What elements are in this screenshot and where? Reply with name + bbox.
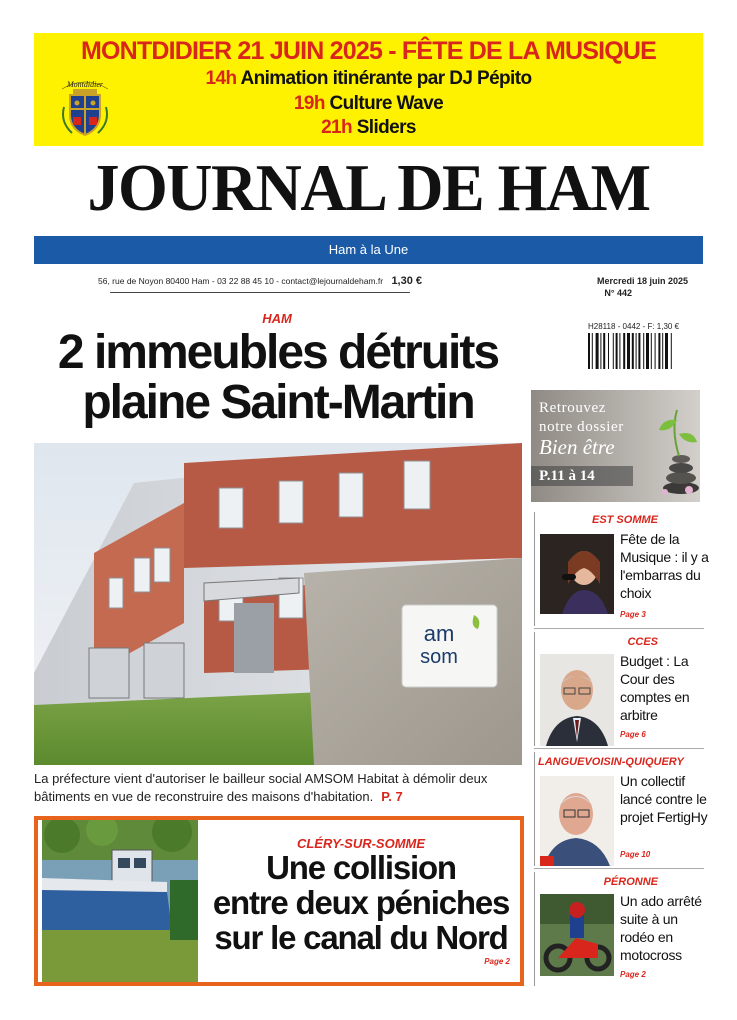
sidebar-page-ref[interactable]: Page 6 (620, 730, 646, 739)
barcode-bar (671, 333, 672, 369)
issue-number: N° 442 (604, 288, 632, 298)
official-portrait-photo (540, 654, 614, 746)
barcode-bar (651, 333, 652, 369)
banner-time-3: 21h (321, 117, 353, 138)
sidebar-item-est-somme[interactable] (534, 514, 709, 626)
barcode-bar (588, 333, 590, 369)
secondary-headline-line-3: sur le canal du Nord (214, 919, 508, 956)
svg-text:Montdidier: Montdidier (67, 80, 103, 89)
secondary-headline (198, 850, 524, 955)
secondary-story[interactable] (34, 816, 524, 986)
promo-line-3: Bien être (539, 435, 615, 459)
barcode-bar (608, 333, 609, 369)
lead-headline-line-2: plaine Saint-Martin (82, 376, 474, 429)
barcode-bar (662, 333, 663, 369)
lead-kicker: HAM (262, 311, 292, 326)
sidebar-item-cces[interactable] (534, 634, 704, 746)
sidebar-text: Budget : La Cour des comptes en arbitre (620, 653, 690, 723)
bien-etre-promo[interactable] (531, 390, 700, 502)
banner-title-event: FÊTE DE LA MUSIQUE (401, 37, 657, 65)
sidebar-text: Un ado arrêté suite à un rodéo en motocross (620, 893, 702, 963)
sidebar-kicker: PÉRONNE (603, 876, 658, 888)
tagline-band (34, 236, 703, 264)
lead-headline[interactable] (34, 328, 522, 428)
sidebar-divider (534, 748, 704, 749)
banner-text-2: Culture Wave (324, 93, 444, 114)
issue-date: Mercredi 18 juin 2025 (596, 276, 688, 286)
banner-time-1: 14h (205, 68, 237, 89)
barcode-bar (592, 333, 593, 369)
motocross-photo (540, 894, 614, 976)
barcode (588, 322, 700, 369)
singer-photo (540, 534, 614, 614)
barcode-bar (638, 333, 640, 369)
banner-text-1: Animation itinérante par DJ Pépito (236, 68, 532, 89)
sidebar-page-ref[interactable]: Page 3 (620, 610, 646, 619)
barcode-bar (623, 333, 625, 369)
sidebar-text: Fête de la Musique : il y a l'embarras du choix (620, 531, 709, 601)
contact-info: 56, rue de Noyon 80400 Ham - 03 22 88 45 10 - contact@lejournaldeham.fr (98, 276, 384, 286)
promo-line-1: Retrouvez (539, 400, 607, 416)
sidebar-kicker: LANGUEVOISIN-QUIQUERY (538, 756, 684, 768)
barcode-bar (646, 333, 649, 369)
barcode-bars (588, 333, 698, 369)
barcode-bar (596, 333, 599, 369)
barcode-bar (655, 333, 656, 369)
sidebar-divider (534, 868, 704, 869)
barcode-text: H28118 - 0442 - F: 1,30 € (588, 322, 680, 331)
barcode-bar (603, 333, 605, 369)
banner-title-date: MONTDIDIER 21 JUIN 2025 (80, 37, 383, 65)
promo-pages: P.11 à 14 (531, 466, 633, 486)
barcode-bar (632, 333, 634, 369)
banner-line-2 (34, 94, 703, 113)
secondary-headline-line-1: Une collision (266, 849, 456, 886)
lead-photo-buildings[interactable] (34, 443, 522, 765)
sidebar-divider (534, 628, 704, 629)
barcode-bar (613, 333, 614, 369)
barge-photo (42, 820, 198, 982)
lead-caption-text: La préfecture vient d'autoriser le bailleur social AMSOM Habitat à démolir deux bâtiments en vue de reconstruire des maisons d'habitation. (34, 771, 488, 804)
newspaper-title: JOURNAL DE HAM (87, 150, 650, 225)
barcode-bar (627, 333, 630, 369)
banner-title-sep: - (382, 37, 402, 65)
secondary-headline-line-2: entre deux péniches (212, 884, 510, 921)
issue-date-block (548, 275, 688, 299)
banner-line-3 (34, 118, 703, 137)
sidebar-page-ref[interactable]: Page 10 (620, 850, 651, 859)
amsom-sign-line-1: am (423, 621, 455, 646)
secondary-page-ref[interactable]: Page 2 (484, 957, 510, 966)
barcode-bar (658, 333, 660, 369)
barcode-bar (665, 333, 668, 369)
barcode-bar (619, 333, 620, 369)
sidebar-item-languevoisin[interactable] (534, 754, 708, 866)
sidebar-kicker: CCES (627, 636, 658, 648)
barcode-bar (643, 333, 644, 369)
collective-member-photo (540, 776, 614, 866)
sidebar-kicker: EST SOMME (591, 514, 658, 526)
sidebar-page-ref[interactable]: Page 2 (620, 970, 646, 979)
cover-price: 1,30 € (391, 275, 423, 287)
barcode-bar (600, 333, 601, 369)
lead-caption (34, 770, 524, 806)
banner-time-2: 19h (293, 93, 325, 114)
secondary-kicker: CLÉRY-SUR-SOMME (296, 836, 426, 851)
banner-text-3: Sliders (352, 117, 416, 138)
divider (110, 292, 410, 293)
contact-line (98, 275, 422, 287)
banner-line-1 (34, 69, 703, 88)
event-banner (34, 33, 703, 146)
tagline: Ham à la Une (328, 242, 409, 257)
barcode-bar (616, 333, 618, 369)
montdidier-crest-icon (58, 77, 112, 139)
lead-page-ref[interactable]: P. 7 (381, 789, 403, 804)
amsom-sign-line-2: som (420, 646, 458, 668)
lead-headline-line-1: 2 immeubles détruits (57, 326, 499, 379)
barcode-bar (636, 333, 637, 369)
promo-line-2: notre dossier (539, 419, 624, 435)
sidebar-item-peronne[interactable] (534, 874, 704, 986)
banner-title (34, 39, 703, 64)
sidebar-text: Un collectif lancé contre le projet FertigHy (620, 773, 708, 825)
